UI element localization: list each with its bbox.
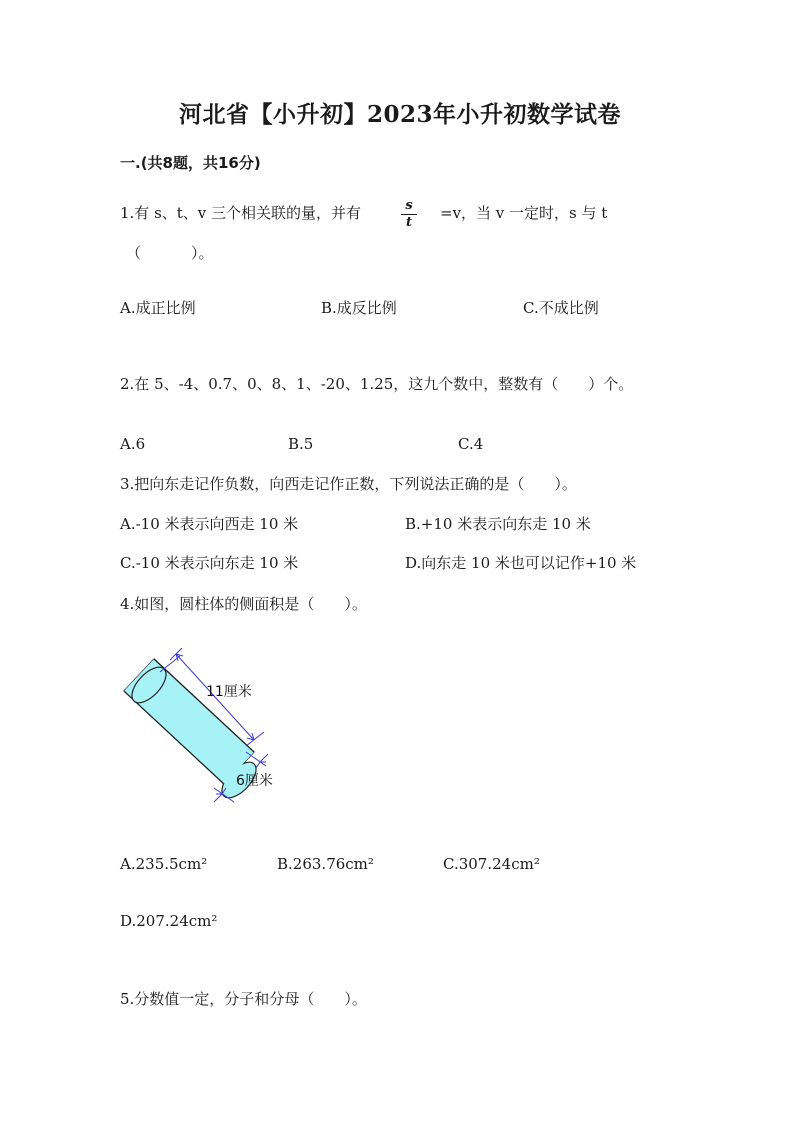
question-3-option-d[interactable]: D.向东走 10 米也可以记作+10 米 — [405, 554, 637, 572]
question-4-option-c[interactable]: C.307.24cm² — [443, 855, 540, 873]
question-2-text: 2.在 5、-4、0.7、0、8、1、-20、1.25，这九个数中，整数有（ ）个。 — [120, 375, 634, 393]
fraction-s-over-t — [399, 199, 419, 230]
question-4-option-d[interactable]: D.207.24cm² — [120, 912, 218, 930]
cylinder-figure — [118, 648, 288, 808]
question-1-text-after: =v，当 v 一定时，s 与 t — [440, 204, 608, 222]
fraction-numerator: s — [405, 198, 413, 213]
question-1-answer-blank — [126, 242, 214, 263]
exam-title: 河北省【小升初】2023年小升初数学试卷 — [178, 101, 621, 128]
question-2-option-b[interactable]: B.5 — [288, 435, 314, 453]
question-1-text-before: 1.有 s、t、v 三个相关联的量，并有 — [120, 204, 362, 222]
question-3-option-c[interactable]: C.-10 米表示向东走 10 米 — [120, 554, 299, 572]
question-4-option-b[interactable]: B.263.76cm² — [277, 855, 374, 873]
question-2-option-c[interactable]: C.4 — [458, 435, 484, 453]
question-1-option-b[interactable]: B.成反比例 — [321, 299, 397, 317]
question-2-option-a[interactable]: A.6 — [120, 435, 146, 453]
question-5-text: 5.分数值一定，分子和分母（ ）。 — [120, 990, 367, 1008]
blank-close-paren: ）。 — [191, 244, 214, 262]
question-3-option-a[interactable]: A.-10 米表示向西走 10 米 — [120, 515, 299, 533]
question-1-option-a[interactable]: A.成正比例 — [120, 299, 196, 317]
question-1-option-c[interactable]: C.不成比例 — [523, 299, 599, 317]
diameter-label: 6厘米 — [236, 773, 273, 789]
question-3-option-b[interactable]: B.+10 米表示向东走 10 米 — [405, 515, 591, 533]
question-4-option-a[interactable]: A.235.5cm² — [120, 855, 208, 873]
question-4-text: 4.如图，圆柱体的侧面积是（ ）。 — [120, 595, 367, 613]
blank-open-paren: （ — [126, 244, 142, 262]
section-header: 一.(共8题，共16分) — [120, 154, 261, 172]
length-label: 11厘米 — [206, 684, 252, 700]
fraction-denominator: t — [405, 215, 412, 230]
question-3-text: 3.把向东走记作负数，向西走记作正数，下列说法正确的是（ ）。 — [120, 475, 577, 493]
